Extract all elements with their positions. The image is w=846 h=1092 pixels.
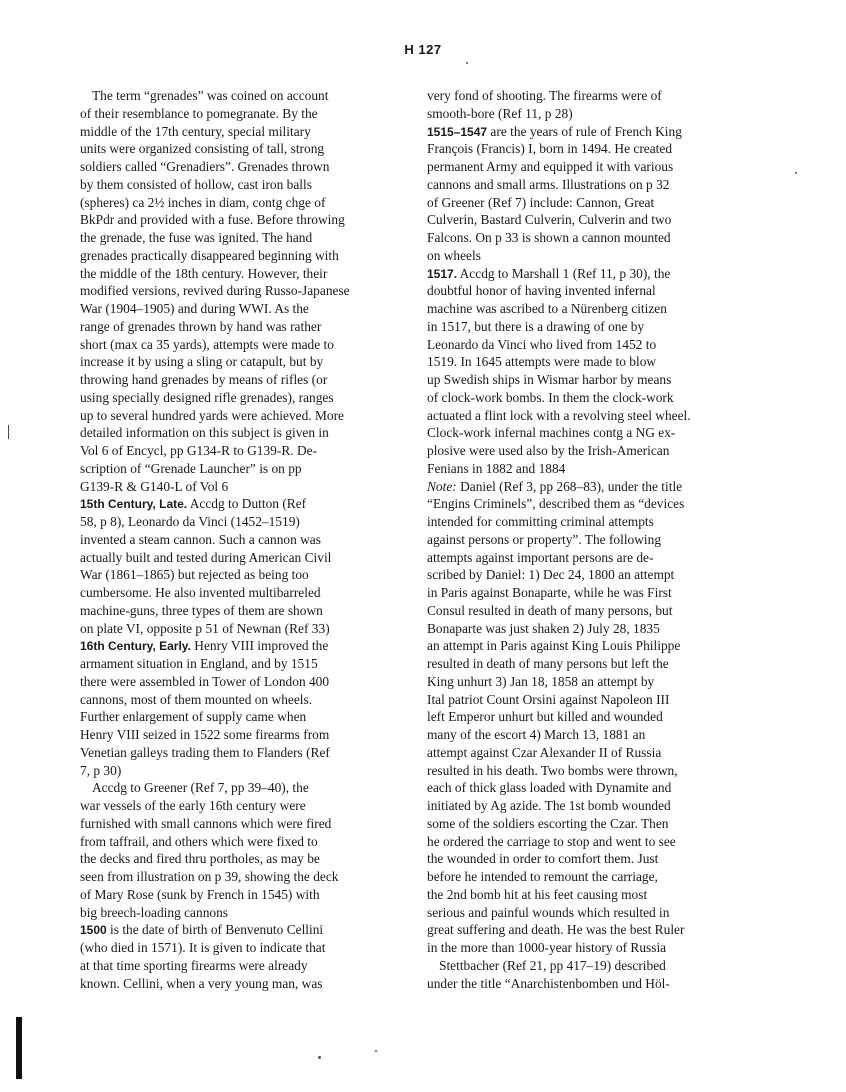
text-line: the wounded in order to comfort them. Just [427, 851, 659, 867]
text-line: resulted in death of many persons but left the [427, 656, 669, 671]
text-line: cannons, most of them mounted on wheels. [80, 691, 313, 707]
text-line: cannons and small arms. Illustrations on p 32 [427, 176, 670, 192]
text-line: (who died in 1571). It is given to indicate that [80, 940, 326, 955]
text-line: Bonaparte was just shaken 2) July 28, 1835 [427, 620, 660, 636]
text-line: actually built and tested during American Civil [80, 549, 332, 565]
text-line: intended for committing criminal attempts [427, 514, 654, 529]
text-line: some of the soldiers escorting the Czar. Then [427, 815, 669, 831]
text-line: François (Francis) I, born in 1494. He created [427, 141, 673, 157]
text-line: the middle of the 18th century. However, their [80, 265, 328, 281]
text-line: War (1904–1905) and during WWI. As the [80, 301, 309, 316]
text-line: units were organized consisting of tall, strong [80, 141, 325, 157]
scan-speck [466, 62, 468, 64]
text-line: cumbersome. He also invented multibarreled [80, 585, 321, 600]
text-line: Vol 6 of Encycl, pp G134-R to G139-R. De- [80, 443, 318, 458]
text-line: he ordered the carriage to stop and went to see [427, 833, 676, 849]
scan-edge-bar [16, 1017, 22, 1079]
text-line: Venetian galleys trading them to Flanders (Ref [80, 744, 330, 760]
text-line: seen from illustration on p 39, showing the deck [80, 869, 339, 884]
margin-mark [8, 425, 9, 439]
text-line: Ital patriot Count Orsini against Napoleon III [427, 691, 670, 707]
section-heading-line: 15th Century, Late. Accdg to Dutton (Ref [80, 496, 307, 512]
note-line: Note: Daniel (Ref 3, pp 268–83), under the title [427, 478, 683, 494]
scan-speck [795, 172, 797, 174]
text-line: scribed by Daniel: 1) Dec 24, 1800 an attempt [427, 567, 675, 583]
left-column [80, 87, 380, 992]
text-line: plosive were used also by the Irish-American [427, 443, 670, 458]
text-line: of their resemblance to pomegranate. By the [80, 105, 318, 121]
text-line: armament situation in England, and by 1515 [80, 656, 318, 671]
text-line: modified versions, revived during Russo-Japanese [80, 283, 350, 299]
page-number: H 127 [404, 42, 442, 57]
text-line: soldiers called “Grenadiers”. Grenades thrown [80, 159, 330, 174]
section-heading-line: 1500 is the date of birth of Benvenuto Cellini [80, 922, 324, 938]
text-line: war vessels of the early 16th century were [80, 798, 306, 813]
text-line: (spheres) ca 2½ inches in diam, contg chge of [80, 194, 326, 210]
text-line: actuated a flint lock with a revolving steel wheel. [427, 407, 691, 423]
text-line: detailed information on this subject is given in [80, 425, 329, 441]
section-heading-line: 1517. Accdg to Marshall 1 (Ref 11, p 30), the [427, 265, 671, 281]
text-line: Fenians in 1882 and 1884 [427, 460, 566, 476]
text-line: known. Cellini, when a very young man, was [80, 975, 323, 991]
text-line: machine was ascribed to a Nürenberg citizen [427, 301, 667, 316]
text-line: very fond of shooting. The firearms were of [427, 88, 662, 103]
text-line: against persons or property”. The following [427, 531, 662, 547]
text-line: the grenade, the fuse was ignited. The hand [80, 230, 313, 245]
text-line: War (1861–1865) but rejected as being too [80, 567, 309, 583]
text-line: throwing hand grenades by means of rifles (or [80, 372, 328, 387]
text-line: an attempt in Paris against King Louis Philippe [427, 638, 681, 654]
text-line: furnished with small cannons which were fired [80, 815, 332, 831]
text-line: attempts against important persons are de- [427, 549, 654, 565]
text-line: great suffering and death. He was the best Ruler [427, 922, 685, 938]
text-line: resulted in his death. Two bombs were thrown, [427, 762, 678, 778]
text-line: short (max ca 35 yards), attempts were made to [80, 336, 334, 352]
text-line: before he intended to remount the carriage, [427, 869, 658, 884]
text-line: in the more than 1000-year history of Russia [427, 940, 667, 955]
text-line: by them consisted of hollow, cast iron balls [80, 176, 312, 192]
text-line: up to several hundred yards were achieved. More [80, 407, 344, 423]
text-line: of Mary Rose (sunk by French in 1545) with [80, 886, 320, 902]
text-line: 1519. In 1645 attempts were made to blow [427, 354, 657, 370]
text-line: under the title “Anarchistenbomben und Höl- [427, 975, 670, 991]
text-line: grenades practically disappeared beginning with [80, 247, 339, 263]
text-line: Consul resulted in death of many persons, but [427, 602, 673, 618]
text-line: increase it by using a sling or catapult, but by [80, 354, 324, 370]
text-line: in 1517, but there is a drawing of one by [427, 318, 645, 334]
text-line: King unhurt 3) Jan 18, 1858 an attempt by [427, 673, 655, 689]
text-line: permanent Army and equipped it with various [427, 159, 674, 174]
text-line: machine-guns, three types of them are shown [80, 602, 323, 618]
text-line: 58, p 8), Leonardo da Vinci (1452–1519) [80, 514, 300, 529]
text-line: scription of “Grenade Launcher” is on pp [80, 460, 302, 476]
text-line: Leonardo da Vinci who lived from 1452 to [427, 336, 657, 352]
text-line: of Greener (Ref 7) include: Cannon, Great [427, 194, 655, 210]
text-line: Henry VIII seized in 1522 some firearms from [80, 727, 330, 742]
text-line: G139-R & G140-L of Vol 6 [80, 478, 229, 494]
text-line: serious and painful wounds which resulted in [427, 904, 670, 920]
text-line: on wheels [427, 247, 481, 263]
scan-speck [375, 1050, 377, 1052]
text-line: Stettbacher (Ref 21, pp 417–19) described [439, 957, 666, 973]
text-line: range of grenades thrown by hand was rather [80, 318, 322, 334]
text-line: 7, p 30) [80, 762, 122, 778]
right-column [427, 87, 757, 992]
text-line: from taffrail, and others which were fixed to [80, 833, 318, 849]
text-line: each of thick glass loaded with Dynamite and [427, 780, 672, 796]
text-line: Falcons. On p 33 is shown a cannon mounted [427, 230, 671, 245]
text-line: doubtful honor of having invented infernal [427, 283, 656, 299]
text-line: middle of the 17th century, special military [80, 123, 311, 139]
text-line: up Swedish ships in Wismar harbor by means [427, 372, 672, 387]
text-line: Further enlargement of supply came when [80, 709, 307, 725]
text-line: the decks and fired thru portholes, as may be [80, 851, 320, 867]
text-line: The term “grenades” was coined on account [92, 88, 329, 103]
text-line: BkPdr and provided with a fuse. Before throwing [80, 212, 345, 228]
section-heading-line: 16th Century, Early. Henry VIII improved the [80, 638, 329, 654]
text-line: the 2nd bomb hit at his feet causing most [427, 886, 648, 902]
text-line: left Emperor unhurt but killed and wounded [427, 709, 663, 725]
text-line: “Engins Criminels”, described them as “devices [427, 496, 685, 512]
text-line: invented a steam cannon. Such a cannon was [80, 531, 321, 547]
text-line: Accdg to Greener (Ref 7, pp 39–40), the [92, 780, 309, 796]
section-heading-line: 1515–1547 are the years of rule of French King [427, 123, 682, 139]
text-line: in Paris against Bonaparte, while he was First [427, 585, 672, 600]
text-line: there were assembled in Tower of London 400 [80, 673, 330, 689]
text-line: at that time sporting firearms were already [80, 957, 308, 973]
text-line: on plate VI, opposite p 51 of Newnan (Ref 33) [80, 620, 330, 636]
text-line: big breech-loading cannons [80, 904, 228, 920]
text-line: smooth-bore (Ref 11, p 28) [427, 105, 573, 121]
text-line: Culverin, Bastard Culverin, Culverin and two [427, 212, 672, 228]
scan-speck [318, 1056, 321, 1059]
text-line: of clock-work bombs. In them the clock-work [427, 389, 674, 405]
text-line: Clock-work infernal machines contg a NG ex- [427, 425, 676, 441]
text-line: initiated by Ag azide. The 1st bomb wounded [427, 798, 671, 813]
text-line: many of the escort 4) March 13, 1881 an [427, 727, 646, 742]
text-line: attempt against Czar Alexander II of Russia [427, 744, 662, 760]
text-line: using specially designed rifle grenades), ranges [80, 389, 334, 405]
